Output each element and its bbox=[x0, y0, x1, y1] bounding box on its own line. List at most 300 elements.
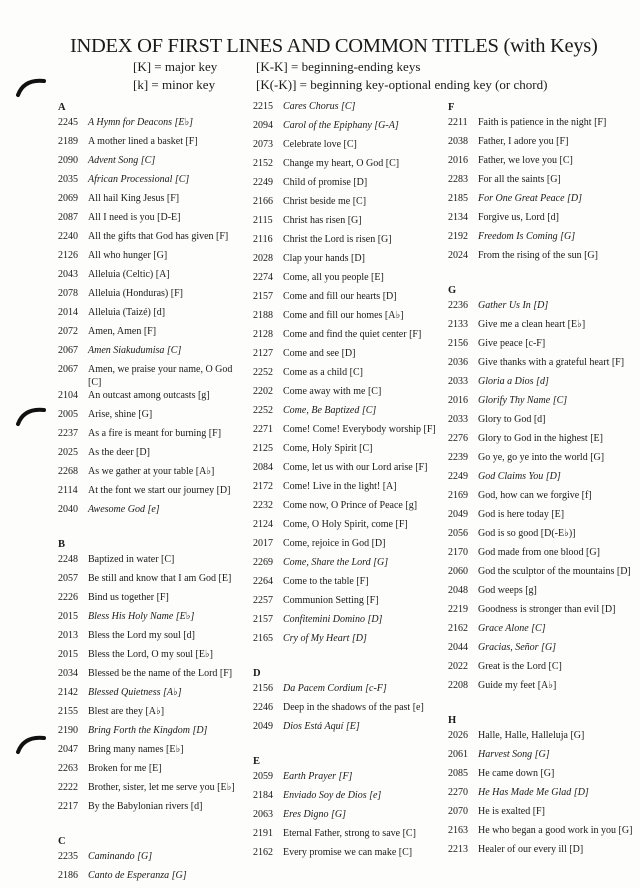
hymn-number: 2249 bbox=[253, 177, 273, 188]
index-column-3 bbox=[448, 100, 638, 862]
hymn-number: 2034 bbox=[58, 668, 78, 679]
section-letter: A bbox=[58, 102, 66, 113]
index-entry bbox=[253, 808, 443, 827]
index-entry bbox=[58, 249, 248, 268]
hymn-number: 2264 bbox=[253, 576, 273, 587]
hymn-title: Grace Alone [C] bbox=[478, 623, 546, 634]
hymn-title: Glory to God [d] bbox=[478, 414, 546, 425]
index-entry bbox=[58, 116, 248, 135]
hymn-title: Come, Be Baptized [C] bbox=[283, 405, 377, 416]
index-entry bbox=[448, 805, 638, 824]
hymn-number: 2085 bbox=[448, 768, 468, 779]
hymn-title: All the gifts that God has given [F] bbox=[88, 231, 229, 242]
index-entry bbox=[58, 724, 248, 743]
hymn-number: 2067 bbox=[58, 364, 78, 375]
index-entry bbox=[58, 135, 248, 154]
hymn-title: Child of promise [D] bbox=[283, 177, 368, 188]
index-entry bbox=[58, 648, 248, 667]
hymn-number: 2257 bbox=[253, 595, 273, 606]
hymn-title: Alleluia (Celtic) [A] bbox=[88, 269, 170, 280]
index-entry bbox=[58, 667, 248, 686]
hymn-title: An outcast among outcasts [g] bbox=[88, 390, 210, 401]
index-column-2 bbox=[253, 100, 443, 865]
hymn-title: Cry of My Heart [D] bbox=[283, 633, 367, 644]
hymn-title: Communion Setting [F] bbox=[283, 595, 379, 606]
hymn-title: Give thanks with a grateful heart [F] bbox=[478, 357, 625, 368]
index-entry bbox=[253, 556, 443, 575]
hymn-number: 2237 bbox=[58, 428, 78, 439]
index-entry bbox=[58, 230, 248, 249]
key-legend-right bbox=[256, 58, 547, 94]
hymn-number: 2186 bbox=[58, 870, 78, 881]
index-entry bbox=[58, 363, 248, 389]
hymn-number: 2040 bbox=[58, 504, 78, 515]
index-entry bbox=[448, 786, 638, 805]
hymn-title: Bless the Lord, O my soul [E♭] bbox=[88, 649, 213, 660]
section-letter: D bbox=[253, 668, 261, 679]
hymn-title: Baptized in water [C] bbox=[88, 554, 175, 565]
index-entry bbox=[58, 553, 248, 572]
hymn-number: 2162 bbox=[448, 623, 468, 634]
page-title: INDEX OF FIRST LINES AND COMMON TITLES (with Keys) bbox=[70, 35, 598, 57]
hymn-number: 2270 bbox=[448, 787, 468, 798]
hymn-number: 2155 bbox=[58, 706, 78, 717]
hymn-title: Give me a clean heart [E♭] bbox=[478, 319, 586, 330]
hymn-number: 2033 bbox=[448, 414, 468, 425]
index-entry bbox=[448, 748, 638, 767]
section-spacer bbox=[253, 739, 443, 754]
index-entry bbox=[448, 565, 638, 584]
hymn-title: God made from one blood [G] bbox=[478, 547, 600, 558]
index-entry bbox=[253, 347, 443, 366]
index-entry bbox=[253, 789, 443, 808]
hymn-number: 2005 bbox=[58, 409, 78, 420]
hymn-number: 2169 bbox=[448, 490, 468, 501]
hymn-number: 2035 bbox=[58, 174, 78, 185]
hymn-number: 2156 bbox=[253, 683, 273, 694]
index-entry bbox=[253, 575, 443, 594]
key-legend-left bbox=[133, 58, 217, 94]
hymn-title: Canto de Esperanza [G] bbox=[88, 870, 187, 881]
index-entry bbox=[448, 527, 638, 546]
index-entry bbox=[448, 192, 638, 211]
hymn-title: Give peace [c-F] bbox=[478, 338, 546, 349]
hymn-number: 2015 bbox=[58, 649, 78, 660]
hymn-number: 2202 bbox=[253, 386, 273, 397]
hymn-number: 2044 bbox=[448, 642, 468, 653]
hymn-number: 2124 bbox=[253, 519, 273, 530]
hymn-number: 2156 bbox=[448, 338, 468, 349]
hymn-number: 2134 bbox=[448, 212, 468, 223]
hymn-number: 2283 bbox=[448, 174, 468, 185]
index-entry bbox=[253, 499, 443, 518]
index-entry bbox=[253, 176, 443, 195]
hymn-number: 2246 bbox=[253, 702, 273, 713]
index-entry bbox=[253, 594, 443, 613]
hymn-number: 2157 bbox=[253, 614, 273, 625]
index-entry bbox=[253, 214, 443, 233]
legend-beginning-ending: [K-K] = beginning-ending keys bbox=[256, 59, 421, 74]
hymn-number: 2127 bbox=[253, 348, 273, 359]
hymn-number: 2142 bbox=[58, 687, 78, 698]
hymn-number: 2184 bbox=[253, 790, 273, 801]
hymn-number: 2025 bbox=[58, 447, 78, 458]
hymn-title: For all the saints [G] bbox=[478, 174, 561, 185]
hymn-title: Come and find the quiet center [F] bbox=[283, 329, 422, 340]
index-entry bbox=[58, 484, 248, 503]
hymn-number: 2084 bbox=[253, 462, 273, 473]
hymn-title: All I need is you [D-E] bbox=[88, 212, 181, 223]
hymn-number: 2038 bbox=[448, 136, 468, 147]
index-entry bbox=[253, 366, 443, 385]
hymn-title: Harvest Song [G] bbox=[478, 749, 550, 760]
index-entry bbox=[58, 869, 248, 888]
hymn-title: Awesome God [e] bbox=[88, 504, 160, 515]
hymn-number: 2213 bbox=[448, 844, 468, 855]
hymn-number: 2232 bbox=[253, 500, 273, 511]
index-entry bbox=[58, 408, 248, 427]
hymn-title: He Has Made Me Glad [D] bbox=[478, 787, 589, 798]
hymn-title: Bless His Holy Name [E♭] bbox=[88, 611, 195, 622]
section-spacer bbox=[448, 698, 638, 713]
index-entry bbox=[58, 850, 248, 869]
hymn-number: 2170 bbox=[448, 547, 468, 558]
hymn-title: Bring Forth the Kingdom [D] bbox=[88, 725, 208, 736]
hymn-number: 2072 bbox=[58, 326, 78, 337]
hymn-title: He who began a good work in you [G] bbox=[478, 825, 633, 836]
hymn-title: Bring many names [E♭] bbox=[88, 744, 184, 755]
index-entry bbox=[448, 299, 638, 318]
hymn-number: 2016 bbox=[448, 155, 468, 166]
index-entry bbox=[253, 827, 443, 846]
hymn-number: 2049 bbox=[448, 509, 468, 520]
hymn-title: Come and see [D] bbox=[283, 348, 356, 359]
hymn-title: Come, Share the Lord [G] bbox=[283, 557, 389, 568]
hymn-number: 2128 bbox=[253, 329, 273, 340]
hymn-number: 2087 bbox=[58, 212, 78, 223]
hymn-title: Come now, O Prince of Peace [g] bbox=[283, 500, 418, 511]
hymn-title: Freedom Is Coming [G] bbox=[478, 231, 576, 242]
hymn-number: 2059 bbox=[253, 771, 273, 782]
index-entry bbox=[58, 446, 248, 465]
index-entry bbox=[448, 135, 638, 154]
hymn-title: Blessed be the name of the Lord [F] bbox=[88, 668, 233, 679]
hymn-number: 2185 bbox=[448, 193, 468, 204]
hymn-number: 2252 bbox=[253, 367, 273, 378]
hymn-number: 2013 bbox=[58, 630, 78, 641]
hymn-title: Amen Siakudumisa [C] bbox=[88, 345, 182, 356]
index-entry bbox=[58, 306, 248, 325]
hymn-number: 2188 bbox=[253, 310, 273, 321]
hymn-title: Celebrate love [C] bbox=[283, 139, 357, 150]
hymn-title: Change my heart, O God [C] bbox=[283, 158, 400, 169]
index-entry bbox=[448, 337, 638, 356]
section-letter: F bbox=[448, 102, 455, 113]
hymn-number: 2152 bbox=[253, 158, 273, 169]
hymn-title: Every promise we can make [C] bbox=[283, 847, 413, 858]
hymn-title: Father, we love you [C] bbox=[478, 155, 573, 166]
hymn-number: 2116 bbox=[253, 234, 273, 245]
hymn-title: Come, let us with our Lord arise [F] bbox=[283, 462, 428, 473]
hymn-number: 2235 bbox=[58, 851, 78, 862]
hymn-number: 2015 bbox=[58, 611, 78, 622]
section-spacer bbox=[448, 268, 638, 283]
hymn-title: Amen, we praise your name, O God [C] bbox=[88, 364, 233, 388]
hymn-number: 2274 bbox=[253, 272, 273, 283]
hymn-number: 2191 bbox=[253, 828, 273, 839]
index-entry bbox=[253, 271, 443, 290]
index-entry bbox=[448, 356, 638, 375]
hymn-title: Blessed Quietness [A♭] bbox=[88, 687, 182, 698]
hymn-title: Carol of the Epiphany [G-A] bbox=[283, 120, 399, 131]
index-entry bbox=[253, 461, 443, 480]
hymn-number: 2016 bbox=[448, 395, 468, 406]
index-entry bbox=[58, 743, 248, 762]
hymn-number: 2024 bbox=[448, 250, 468, 261]
hymn-number: 2276 bbox=[448, 433, 468, 444]
legend-minor-key: [k] = minor key bbox=[133, 77, 216, 92]
index-entry bbox=[448, 249, 638, 268]
hymn-title: God weeps [g] bbox=[478, 585, 537, 596]
index-entry bbox=[58, 154, 248, 173]
hymn-title: All who hunger [G] bbox=[88, 250, 168, 261]
hymn-title: Come! Live in the light! [A] bbox=[283, 481, 397, 492]
index-entry bbox=[253, 770, 443, 789]
hymn-title: For One Great Peace [D] bbox=[478, 193, 583, 204]
index-entry bbox=[58, 465, 248, 484]
index-entry bbox=[253, 290, 443, 309]
hymn-number: 2022 bbox=[448, 661, 468, 672]
hymn-title: Healer of our every ill [D] bbox=[478, 844, 584, 855]
hymn-title: Goodness is stronger than evil [D] bbox=[478, 604, 616, 615]
index-entry bbox=[253, 846, 443, 865]
hymn-number: 2268 bbox=[58, 466, 78, 477]
hymn-number: 2094 bbox=[253, 120, 273, 131]
hymn-title: Enviado Soy de Dios [e] bbox=[283, 790, 382, 801]
hymn-title: Eres Digno [G] bbox=[283, 809, 346, 820]
hymn-number: 2248 bbox=[58, 554, 78, 565]
hymn-number: 2192 bbox=[448, 231, 468, 242]
index-entry bbox=[448, 546, 638, 565]
index-entry bbox=[448, 173, 638, 192]
hymn-title: Gracias, Señor [G] bbox=[478, 642, 557, 653]
index-entry bbox=[448, 230, 638, 249]
hymn-title: Brother, sister, let me serve you [E♭] bbox=[88, 782, 235, 793]
index-entry bbox=[253, 423, 443, 442]
hymn-title: God, how can we forgive [f] bbox=[478, 490, 592, 501]
index-entry bbox=[58, 503, 248, 522]
hymn-title: Come, Holy Spirit [C] bbox=[283, 443, 373, 454]
hymn-number: 2163 bbox=[448, 825, 468, 836]
hymn-number: 2219 bbox=[448, 604, 468, 615]
hymn-title: Come! Come! Everybody worship [F] bbox=[283, 424, 436, 435]
hymn-title: A mother lined a basket [F] bbox=[88, 136, 198, 147]
hymn-number: 2157 bbox=[253, 291, 273, 302]
hymn-title: Bind us together [F] bbox=[88, 592, 169, 603]
index-entry bbox=[448, 767, 638, 786]
hymn-title: Faith is patience in the night [F] bbox=[478, 117, 607, 128]
index-entry bbox=[253, 138, 443, 157]
hymn-title: Christ the Lord is risen [G] bbox=[283, 234, 392, 245]
hymn-number: 2126 bbox=[58, 250, 78, 261]
hymn-number: 2115 bbox=[253, 215, 273, 226]
hymn-number: 2069 bbox=[58, 193, 78, 204]
index-entry bbox=[448, 729, 638, 748]
hymn-number: 2215 bbox=[253, 101, 273, 112]
hymn-title: Guide my feet [A♭] bbox=[478, 680, 557, 691]
index-entry bbox=[58, 591, 248, 610]
hymn-title: Come and fill our homes [A♭] bbox=[283, 310, 404, 321]
hymn-title: Gather Us In [D] bbox=[478, 300, 549, 311]
hymn-title: Arise, shine [G] bbox=[88, 409, 153, 420]
hymn-title: Cares Chorus [C] bbox=[283, 101, 356, 112]
index-entry bbox=[448, 154, 638, 173]
index-entry bbox=[253, 682, 443, 701]
hymn-number: 2060 bbox=[448, 566, 468, 577]
hymn-title: Clap your hands [D] bbox=[283, 253, 365, 264]
hymn-title: Forgive us, Lord [d] bbox=[478, 212, 559, 223]
legend-optional-ending: [K(-K)] = beginning key-optional ending key (or chord) bbox=[256, 77, 548, 92]
hymn-title: Dios Está Aquí [E] bbox=[283, 721, 360, 732]
hymn-title: Come, O Holy Spirit, come [F] bbox=[283, 519, 408, 530]
index-entry bbox=[58, 705, 248, 724]
index-entry bbox=[253, 328, 443, 347]
index-entry bbox=[448, 843, 638, 862]
hymn-title: Father, I adore you [F] bbox=[478, 136, 569, 147]
hymn-number: 2057 bbox=[58, 573, 78, 584]
index-entry bbox=[448, 470, 638, 489]
hymn-number: 2033 bbox=[448, 376, 468, 387]
index-entry bbox=[253, 701, 443, 720]
index-entry bbox=[253, 632, 443, 651]
index-entry bbox=[253, 537, 443, 556]
section-spacer bbox=[58, 522, 248, 537]
hymn-title: By the Babylonian rivers [d] bbox=[88, 801, 203, 812]
hymn-title: All hail King Jesus [F] bbox=[88, 193, 180, 204]
hymn-number: 2047 bbox=[58, 744, 78, 755]
index-entry bbox=[58, 572, 248, 591]
index-column-1 bbox=[58, 100, 248, 888]
hymn-title: God is so good [D(-E♭)] bbox=[478, 528, 576, 539]
hymn-title: African Processional [C] bbox=[88, 174, 190, 185]
hymn-number: 2165 bbox=[253, 633, 273, 644]
section-spacer bbox=[58, 819, 248, 834]
hymn-title: Come, all you people [E] bbox=[283, 272, 384, 283]
hymn-number: 2172 bbox=[253, 481, 273, 492]
hymn-title: Go ye, go ye into the world [G] bbox=[478, 452, 605, 463]
hymn-number: 2162 bbox=[253, 847, 273, 858]
index-entry bbox=[58, 629, 248, 648]
index-entry bbox=[448, 211, 638, 230]
index-entry bbox=[253, 518, 443, 537]
index-entry bbox=[448, 489, 638, 508]
hymn-number: 2217 bbox=[58, 801, 78, 812]
hymn-number: 2067 bbox=[58, 345, 78, 356]
index-entry bbox=[253, 442, 443, 461]
hymn-number: 2036 bbox=[448, 357, 468, 368]
index-entry bbox=[253, 385, 443, 404]
hymn-number: 2240 bbox=[58, 231, 78, 242]
hymn-number: 2114 bbox=[58, 485, 78, 496]
hymn-title: Deep in the shadows of the past [e] bbox=[283, 702, 424, 713]
hymn-number: 2190 bbox=[58, 725, 78, 736]
hymn-number: 2026 bbox=[448, 730, 468, 741]
hymn-number: 2222 bbox=[58, 782, 78, 793]
hymn-number: 2236 bbox=[448, 300, 468, 311]
index-entry bbox=[253, 233, 443, 252]
hymn-number: 2166 bbox=[253, 196, 273, 207]
index-entry bbox=[253, 195, 443, 214]
index-entry bbox=[58, 686, 248, 705]
index-entry bbox=[448, 603, 638, 622]
hymn-number: 2014 bbox=[58, 307, 78, 318]
hymn-title: He came down [G] bbox=[478, 768, 555, 779]
hymn-title: Alleluia (Taizé) [d] bbox=[88, 307, 166, 318]
hymn-title: Be still and know that I am God [E] bbox=[88, 573, 232, 584]
hymn-title: Gloria a Dios [d] bbox=[478, 376, 549, 387]
index-entry bbox=[58, 389, 248, 408]
hymn-number: 2125 bbox=[253, 443, 273, 454]
section-spacer bbox=[253, 651, 443, 666]
index-entry bbox=[448, 679, 638, 698]
hymn-number: 2249 bbox=[448, 471, 468, 482]
index-entry bbox=[58, 427, 248, 446]
index-entry bbox=[448, 394, 638, 413]
binder-hole-mark bbox=[14, 404, 48, 430]
index-entry bbox=[253, 720, 443, 739]
hymn-number: 2189 bbox=[58, 136, 78, 147]
index-entry bbox=[448, 375, 638, 394]
index-entry bbox=[58, 325, 248, 344]
index-entry bbox=[448, 508, 638, 527]
index-entry bbox=[58, 268, 248, 287]
index-entry bbox=[58, 610, 248, 629]
hymn-title: Advent Song [C] bbox=[88, 155, 156, 166]
hymn-number: 2056 bbox=[448, 528, 468, 539]
hymn-title: Blest are they [A♭] bbox=[88, 706, 165, 717]
hymn-number: 2090 bbox=[58, 155, 78, 166]
hymn-number: 2239 bbox=[448, 452, 468, 463]
hymn-title: God is here today [E] bbox=[478, 509, 565, 520]
section-letter: G bbox=[448, 285, 457, 296]
index-entry bbox=[58, 192, 248, 211]
index-entry bbox=[58, 287, 248, 306]
hymn-title: As we gather at your table [A♭] bbox=[88, 466, 215, 477]
hymn-title: Alleluia (Honduras) [F] bbox=[88, 288, 183, 299]
hymn-number: 2226 bbox=[58, 592, 78, 603]
index-entry bbox=[253, 252, 443, 271]
hymn-number: 2043 bbox=[58, 269, 78, 280]
hymn-number: 2028 bbox=[253, 253, 273, 264]
index-entry bbox=[253, 100, 443, 119]
hymn-title: Bless the Lord my soul [d] bbox=[88, 630, 195, 641]
index-entry bbox=[58, 211, 248, 230]
index-entry bbox=[448, 641, 638, 660]
index-entry bbox=[448, 660, 638, 679]
index-entry bbox=[448, 584, 638, 603]
index-entry bbox=[253, 480, 443, 499]
hymn-number: 2070 bbox=[448, 806, 468, 817]
index-entry bbox=[448, 622, 638, 641]
hymn-number: 2061 bbox=[448, 749, 468, 760]
hymn-number: 2263 bbox=[58, 763, 78, 774]
hymn-title: Glory to God in the highest [E] bbox=[478, 433, 603, 444]
legend-major-key: [K] = major key bbox=[133, 59, 218, 74]
hymn-title: A Hymn for Deacons [E♭] bbox=[88, 117, 194, 128]
hymn-title: Broken for me [E] bbox=[88, 763, 162, 774]
hymn-number: 2269 bbox=[253, 557, 273, 568]
hymn-title: At the font we start our journey [D] bbox=[88, 485, 231, 496]
